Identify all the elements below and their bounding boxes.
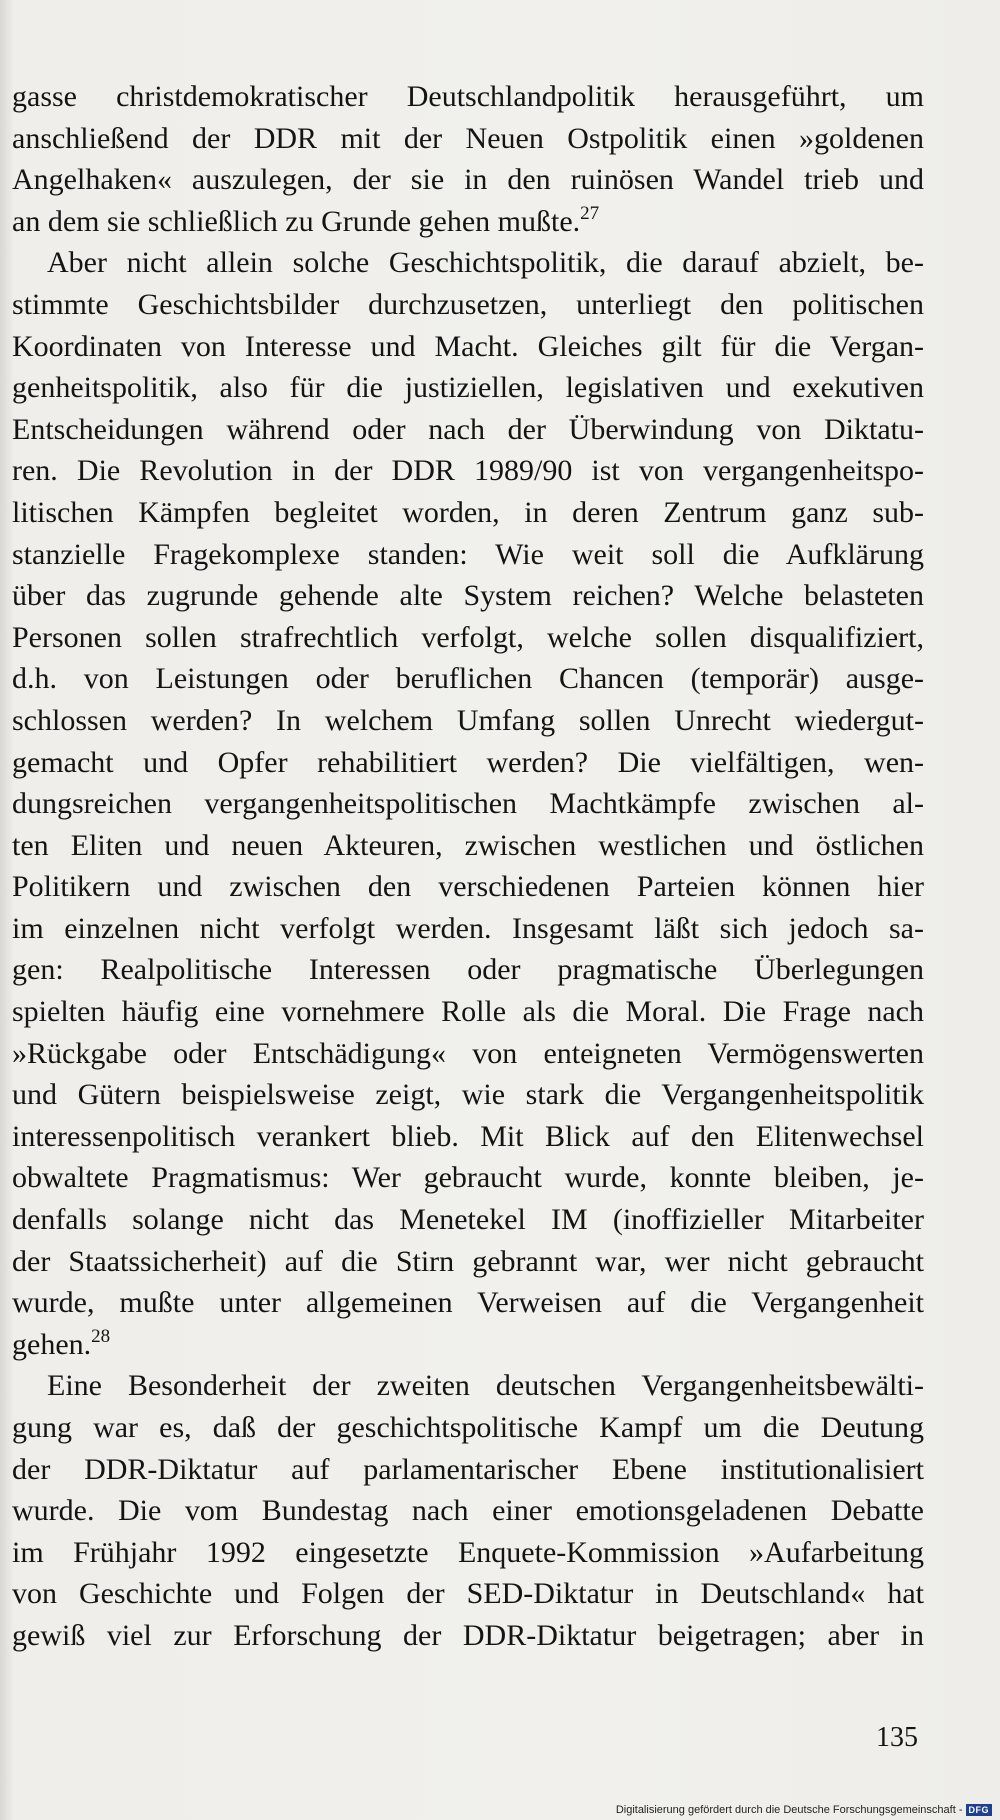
paragraph <box>12 1365 924 1656</box>
line-text: der Staatssicherheit) auf die Stirn gebrannt war, wer nicht gebraucht <box>12 1244 924 1278</box>
text-line <box>12 1199 924 1241</box>
line-text: Eine Besonderheit der zweiten deutschen Vergangenheitsbewälti- <box>47 1369 924 1403</box>
digitization-credit <box>616 1804 992 1816</box>
text-line <box>12 1074 924 1116</box>
line-text: im Frühjahr 1992 eingesetzte Enquete-Kommission »Aufarbeitung <box>12 1535 924 1569</box>
text-line <box>12 1116 924 1158</box>
line-text: an dem sie schließlich zu Grunde gehen mußte. <box>12 204 581 238</box>
text-line <box>12 1033 924 1075</box>
text-line <box>12 617 924 659</box>
line-text: über das zugrunde gehende alte System reichen? Welche belasteten <box>12 579 924 613</box>
text-line <box>12 1282 924 1324</box>
text-line <box>12 991 924 1033</box>
footnote-marker: 27 <box>580 202 600 224</box>
paragraph <box>12 76 924 242</box>
text-line <box>12 908 924 950</box>
line-text: gung war es, daß der geschichtspolitische Kampf um die Deutung <box>12 1411 924 1444</box>
text-line <box>12 949 924 991</box>
text-line <box>12 242 924 284</box>
line-text: Politikern und zwischen den verschiedenen Parteien können hier <box>12 870 924 904</box>
line-text: dungsreichen vergangenheitspolitischen Machtkämpfe zwischen al- <box>12 787 924 821</box>
text-line <box>12 1490 924 1532</box>
line-text: obwaltete Pragmatismus: Wer gebraucht wurde, konnte bleiben, je- <box>12 1161 924 1195</box>
credit-text: Digitalisierung gefördert durch die Deutsche Forschungsgemeinschaft - <box>615 1804 963 1816</box>
line-text: Koordinaten von Interesse und Macht. Gleiches gilt für die Vergan- <box>12 329 924 363</box>
text-line <box>12 1449 924 1491</box>
text-line <box>12 201 924 243</box>
text-line <box>12 326 924 368</box>
text-line <box>12 367 924 409</box>
line-text: ten Eliten und neuen Akteuren, zwischen westlichen und östlichen <box>12 828 924 862</box>
text-line <box>12 159 924 201</box>
line-text: wurde, mußte unter allgemeinen Verweisen auf die Vergangenheit <box>12 1286 924 1320</box>
line-text: spielten häufig eine vornehmere Rolle als die Moral. Die Frage nach <box>12 995 924 1029</box>
text-line <box>12 866 924 908</box>
line-text: gen: Realpolitische Interessen oder pragmatische Überlegungen <box>12 953 924 987</box>
line-text: anschließend der DDR mit der Neuen Ostpolitik einen »goldenen <box>12 121 924 155</box>
text-line <box>12 534 924 576</box>
text-line <box>12 742 924 784</box>
line-text: von Geschichte und Folgen der SED-Diktatur in Deutschland« hat <box>12 1577 924 1611</box>
text-line <box>12 575 924 617</box>
line-text: schlossen werden? In welchem Umfang sollen Unrecht wiedergut- <box>12 703 924 737</box>
line-text: litischen Kämpfen begleitet worden, in deren Zentrum ganz sub- <box>12 495 924 529</box>
text-line <box>12 118 924 160</box>
line-text: ren. Die Revolution in der DDR 1989/90 ist von vergangenheitspo- <box>12 454 924 488</box>
text-line <box>12 450 924 492</box>
text-line <box>12 409 924 451</box>
text-line <box>12 492 924 534</box>
text-line <box>12 284 924 326</box>
line-text: stimmte Geschichtsbilder durchzusetzen, unterliegt den politischen <box>12 287 924 321</box>
line-text: genheitspolitik, also für die justiziellen, legislativen und exekutiven <box>12 371 924 405</box>
dfg-logo-icon: DFG <box>966 1804 993 1816</box>
text-line <box>12 1532 924 1574</box>
line-text: gemacht und Opfer rehabilitiert werden? Die vielfältigen, wen- <box>12 745 924 779</box>
paragraph <box>12 242 924 1365</box>
line-text: gehen. <box>12 1327 92 1361</box>
page-number: 135 <box>876 1722 918 1753</box>
line-text: Personen sollen strafrechtlich verfolgt, welche sollen disqualifiziert, <box>12 620 924 654</box>
line-text: »Rückgabe oder Entschädigung« von enteigneten Vermögenswerten <box>12 1036 924 1070</box>
text-line <box>12 1365 924 1407</box>
line-text: der DDR-Diktatur auf parlamentarischer Ebene institutionalisiert <box>12 1452 924 1486</box>
line-text: gasse christdemokratischer Deutschlandpolitik herausgeführt, um <box>12 80 924 113</box>
text-line <box>12 1573 924 1615</box>
line-text: interessenpolitisch verankert blieb. Mit Blick auf den Elitenwechsel <box>12 1119 924 1153</box>
text-line <box>12 658 924 700</box>
body-text <box>12 76 924 1657</box>
line-text: Aber nicht allein solche Geschichtspolitik, die darauf abzielt, be- <box>47 246 924 280</box>
text-line <box>12 1241 924 1283</box>
text-line <box>12 1615 924 1657</box>
line-text: gewiß viel zur Erforschung der DDR-Diktatur beigetragen; aber in <box>12 1618 924 1652</box>
text-line <box>12 76 924 118</box>
text-line <box>12 700 924 742</box>
text-line <box>12 783 924 825</box>
line-text: d.h. von Leistungen oder beruflichen Chancen (temporär) ausge- <box>12 662 924 696</box>
line-text: und Gütern beispielsweise zeigt, wie stark die Vergangenheitspolitik <box>12 1078 924 1112</box>
line-text: Angelhaken« auszulegen, der sie in den ruinösen Wandel trieb und <box>12 163 924 197</box>
text-line <box>12 825 924 867</box>
text-line <box>12 1157 924 1199</box>
line-text: wurde. Die vom Bundestag nach einer emotionsgeladenen Debatte <box>12 1494 924 1528</box>
line-text: im einzelnen nicht verfolgt werden. Insgesamt läßt sich jedoch sa- <box>12 911 924 945</box>
footnote-marker: 28 <box>91 1325 111 1347</box>
text-line <box>12 1407 924 1449</box>
text-line <box>12 1324 924 1366</box>
line-text: stanzielle Fragekomplexe standen: Wie weit soll die Aufklärung <box>12 537 924 571</box>
line-text: Entscheidungen während oder nach der Überwindung von Diktatu- <box>12 412 924 446</box>
line-text: denfalls solange nicht das Menetekel IM (inoffizieller Mitarbeiter <box>12 1203 924 1237</box>
